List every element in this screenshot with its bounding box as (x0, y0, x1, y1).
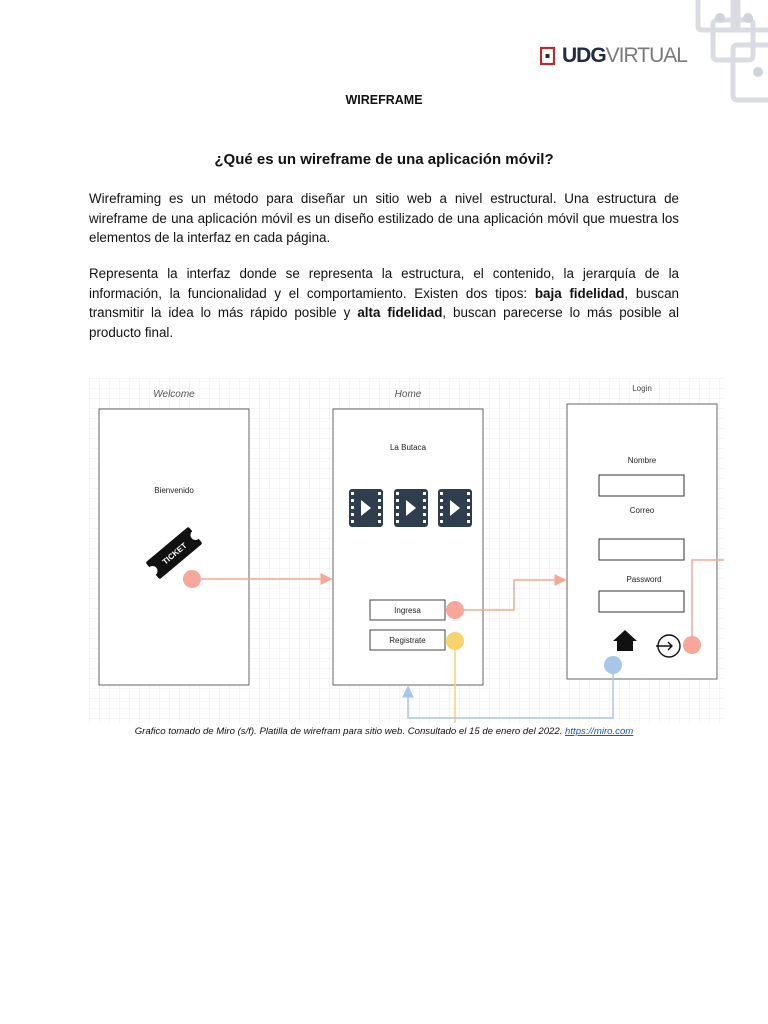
nombre-input[interactable] (599, 475, 684, 496)
wireframe-figure (89, 378, 724, 723)
password-input[interactable] (599, 591, 684, 612)
caption-text: Grafico tomado de Miro (s/f). Platilla de wirefram para sitio web. Consultado el 15 de enero del 2022. (134, 726, 566, 737)
figure-caption (0, 726, 768, 737)
film-play-icon (349, 489, 383, 527)
login-label-correo: Correo (629, 506, 655, 515)
paragraph-types (89, 264, 679, 342)
login-label-password: Password (626, 575, 662, 584)
film-play-icon (438, 489, 472, 527)
login-label-nombre: Nombre (627, 456, 657, 465)
welcome-greeting: Bienvenido (154, 486, 194, 495)
term-low-fidelity: baja fidelidad (534, 285, 625, 301)
paragraph-types-text-c: , buscan parecerse lo más posible al producto final. (89, 305, 679, 340)
connector-handle (683, 636, 701, 654)
connector-handle (446, 632, 464, 650)
ingresa-button-label: Ingresa (394, 606, 421, 615)
document-label: WIREFRAME (345, 93, 423, 107)
udg-virtual-logo (540, 44, 687, 68)
home-app-name: La Butaca (389, 443, 427, 452)
paragraph-types-text-b: , buscan transmitir la idea lo más rápido posible y (89, 285, 679, 320)
correo-input[interactable] (599, 539, 684, 560)
paragraph-definition (89, 189, 679, 248)
document-title: ¿Qué es un wireframe de una aplicación móvil? (214, 151, 554, 168)
logo-text-virtual: VIRTUAL (605, 44, 687, 67)
paragraph-types-text-a: Representa la interfaz donde se representa la estructura, el contenido, la jerarquía de la información, la funcionalidad y el comportamiento. Existen dos tipos: (89, 266, 679, 301)
connector-handle (183, 570, 201, 588)
caption-link[interactable]: https://miro.com (565, 726, 634, 737)
frame-title-login: Login (632, 384, 652, 393)
connector-handle (446, 601, 464, 619)
paragraph-definition-text: Wireframing es un método para diseñar un sitio web a nivel estructural. Una estructura de wireframe de una aplicación móvil es un diseño estilizado de una aplicación móvil que muestra los elementos de la interfaz en cada página. (89, 191, 679, 245)
wireframe-diagram (89, 378, 724, 723)
term-high-fidelity: alta fidelidad (357, 305, 443, 320)
frame-title-welcome: Welcome (153, 389, 195, 400)
frame-title-home: Home (394, 389, 422, 400)
logo-mark-icon (540, 46, 556, 66)
film-play-icon (394, 489, 428, 527)
connector-handle (604, 656, 622, 674)
ticket-text: TICKET (160, 541, 189, 567)
registrate-button-label: Registrate (389, 636, 426, 645)
logo-text-udg: UDG (562, 44, 606, 67)
